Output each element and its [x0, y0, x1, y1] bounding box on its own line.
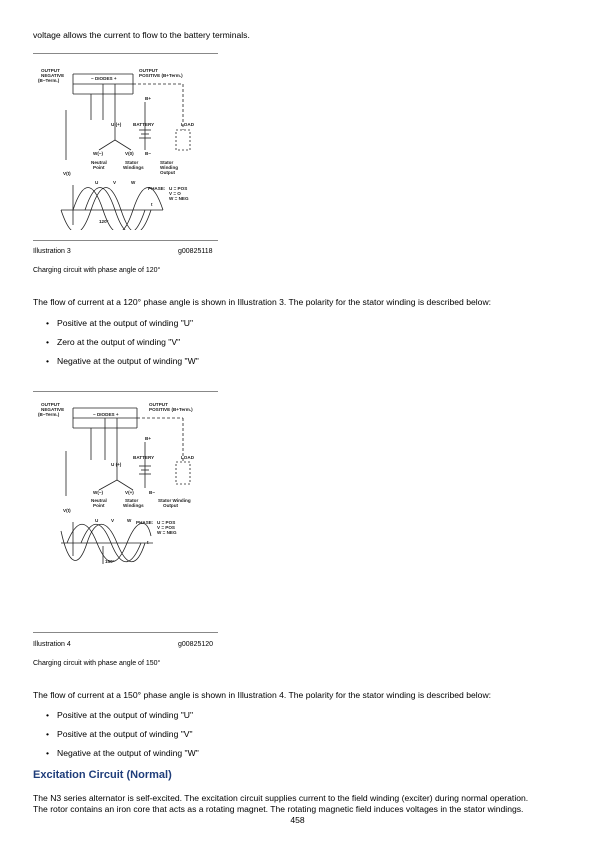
diagram-label: t [151, 202, 153, 207]
diagram-label: U = POS [157, 520, 176, 525]
diagram-label: V(+) [125, 490, 134, 495]
diagram-label: B+ [145, 436, 152, 441]
charging-circuit-diagram-150 [33, 396, 218, 571]
diagram-label: V = O [169, 191, 181, 196]
diagram-label: W [127, 518, 132, 523]
section-heading: Excitation Circuit (Normal) [33, 769, 172, 781]
diagram-label: POSITIVE (B+Term.) [139, 73, 183, 78]
illustration-code: g00825120 [178, 641, 214, 648]
diagram-label: Point [93, 165, 105, 170]
diagram-label: U [95, 180, 99, 185]
diagram-label: OUTPUT [41, 68, 60, 73]
diagram-label: B− [149, 490, 156, 495]
diagram-label: PHASE: [136, 520, 154, 525]
diagram-label: W = NEG [169, 196, 189, 201]
illustration-caption: Charging circuit with phase angle of 150° [33, 660, 161, 667]
bullet-icon: • [46, 356, 50, 366]
bullet-icon: • [46, 748, 50, 758]
diagram-label: (B−Term.) [38, 78, 60, 83]
diagram-label: W [131, 180, 136, 185]
figure-top-rule [33, 391, 218, 392]
diagram-label: U [95, 518, 99, 523]
list-item: • Zero at the output of winding "V" [46, 337, 181, 347]
list-item: • Positive at the output of winding "U" [46, 710, 194, 720]
diagram-label: OUTPUT [139, 68, 158, 73]
diagram-label: OUTPUT [149, 402, 168, 407]
diagram-label: PHASE: [148, 186, 166, 191]
diagram-label: U (+) [111, 122, 122, 127]
diagram-label: OUTPUT [41, 402, 60, 407]
illustration-label: Illustration 3 [33, 248, 71, 255]
intro-text: voltage allows the current to flow to the battery terminals. [33, 30, 250, 40]
diagram-label: Windings [123, 503, 144, 508]
diagram-label: BATTERY [133, 455, 155, 460]
list-item: • Positive at the output of winding "V" [46, 729, 193, 739]
diagram-label: − DIODES + [91, 76, 117, 81]
diagram-label: V(t) [63, 171, 71, 176]
illustration-label: Illustration 4 [33, 641, 71, 648]
diagram-label: Winding [160, 165, 179, 170]
diagram-label: W = NEG [157, 530, 177, 535]
list-item: • Positive at the output of winding "U" [46, 318, 194, 328]
charging-circuit-diagram-120 [33, 60, 218, 230]
diagram-label: U (+) [111, 462, 122, 467]
paragraph-line: The N3 series alternator is self-excited. The excitation circuit supplies current to the field winding (exciter) during normal operation. [33, 793, 529, 803]
diagram-label: 150° [105, 559, 115, 564]
diagram-label: B+ [145, 96, 152, 101]
figure-bottom-rule [33, 240, 218, 241]
figure-top-rule [33, 53, 218, 54]
diagram-label: V(0) [125, 151, 134, 156]
diagram-label: B− [145, 151, 152, 156]
diagram-label: V [111, 518, 115, 523]
diagram-label: 120° [99, 219, 109, 224]
diagram-label: BATTERY [133, 122, 155, 127]
illustration-code: g00825118 [178, 248, 213, 255]
diagram-label: W(−) [93, 151, 104, 156]
diagram-label: (B−Term.) [38, 412, 60, 417]
diagram-label: Output [163, 503, 179, 508]
paragraph-line: The rotor contains an iron core that acts as a rotating magnet. The rotating magnetic field induces voltages in the stator windings. [33, 804, 524, 814]
paragraph: The flow of current at a 120° phase angle is shown in Illustration 3. The polarity for the stator winding is described below: [33, 297, 492, 307]
diagram-label: Point [93, 503, 105, 508]
illustration-caption: Charging circuit with phase angle of 120° [33, 267, 161, 274]
bullet-icon: • [46, 318, 50, 328]
polarity-list [46, 710, 199, 767]
diagram-label: − DIODES + [93, 412, 119, 417]
bullet-icon: • [46, 337, 50, 347]
diagram-label: Neutral [91, 160, 107, 165]
diagram-label: NEGATIVE [41, 73, 65, 78]
diagram-label: NEGATIVE [41, 407, 65, 412]
diagram-label: V [113, 180, 117, 185]
diagram-label: Stator Winding [158, 498, 191, 503]
list-item: • Negative at the output of winding "W" [46, 748, 199, 758]
page-number: 458 [290, 815, 305, 825]
diagram-label: Stator [125, 498, 139, 503]
diagram-label: LOAD [181, 455, 195, 460]
diagram-label: t [147, 540, 149, 545]
diagram-label: POSITIVE (B+Term.) [149, 407, 193, 412]
diagram-label: Windings [123, 165, 144, 170]
diagram-label: Stator [125, 160, 139, 165]
diagram-label: Output [160, 170, 176, 175]
diagram-label: V = POS [157, 525, 176, 530]
polarity-list [46, 318, 199, 375]
paragraph: The flow of current at a 150° phase angle is shown in Illustration 4. The polarity for the stator winding is described below: [33, 690, 492, 700]
bullet-icon: • [46, 710, 50, 720]
diagram-label: LOAD [181, 122, 195, 127]
diagram-label: Neutral [91, 498, 107, 503]
diagram-label: Stator [160, 160, 174, 165]
figure-bottom-rule [33, 632, 218, 633]
diagram-label: V(t) [63, 508, 71, 513]
diagram-label: U = POS [169, 186, 188, 191]
diagram-label: W(−) [93, 490, 104, 495]
bullet-icon: • [46, 729, 50, 739]
list-item: • Negative at the output of winding "W" [46, 356, 199, 366]
